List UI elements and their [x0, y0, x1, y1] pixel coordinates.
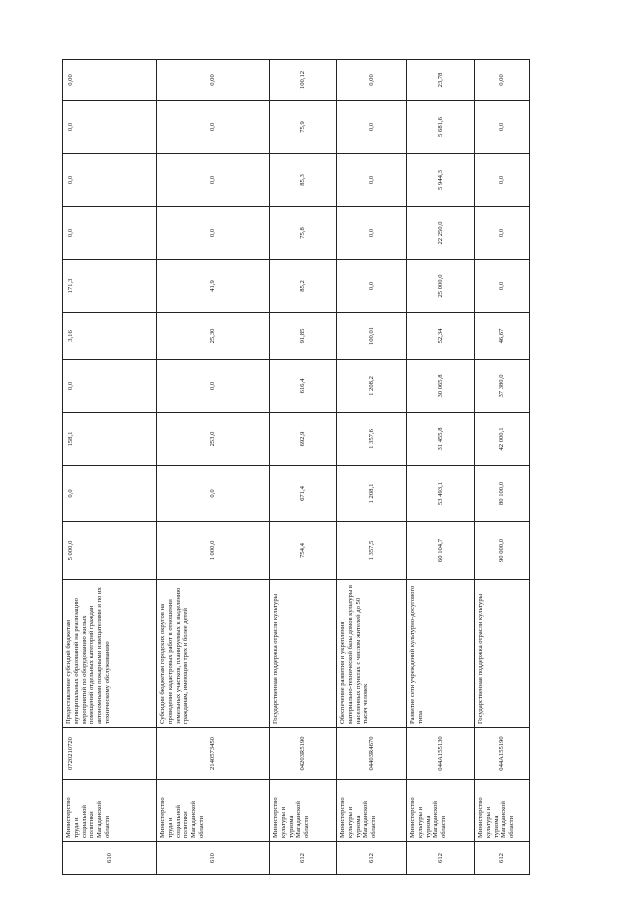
value-cell: 85,2: [270, 260, 337, 313]
value-cell: 0,0: [475, 207, 530, 260]
value-cell: 0,0: [157, 360, 270, 413]
target-code-cell: 04403R4670: [337, 728, 407, 780]
table-body: [63, 60, 530, 875]
agency-code-cell: 612: [407, 842, 475, 875]
value-cell: 0,0: [157, 466, 270, 522]
value-cell: 100,12: [270, 60, 337, 101]
ministry-cell: Министерство культуры и туризма Магаданской области: [270, 780, 337, 842]
description-cell: Развитие сети учреждений культурно-досугового типа: [407, 580, 475, 728]
value-cell: 37 380,0: [475, 360, 530, 413]
value-cell: 0,00: [475, 60, 530, 101]
value-cell: 0,0: [63, 207, 157, 260]
value-cell: 0,0: [337, 154, 407, 207]
value-cell: 91,85: [270, 313, 337, 360]
agency-code-cell: 612: [337, 842, 407, 875]
value-cell: 0,0: [63, 101, 157, 154]
ministry-cell: Министерство культуры и туризма Магаданской области: [337, 780, 407, 842]
description-cell: Государственная поддержка отрасли культуры: [270, 580, 337, 728]
value-cell: 0,00: [157, 60, 270, 101]
value-cell: 754,4: [270, 522, 337, 580]
value-cell: 0,0: [63, 154, 157, 207]
table-row: [157, 60, 270, 875]
value-cell: 158,1: [63, 413, 157, 466]
value-cell: 0,0: [63, 360, 157, 413]
target-code-cell: 0720210720: [63, 728, 157, 780]
target-code-cell: 04203R5190: [270, 728, 337, 780]
value-cell: 0,0: [475, 154, 530, 207]
value-cell: 0,0: [337, 101, 407, 154]
value-cell: 100,01: [337, 313, 407, 360]
ministry-cell: Министерство труда и социальной политики Магаданской области: [63, 780, 157, 842]
value-cell: 1 357,6: [337, 413, 407, 466]
value-cell: 253,0: [157, 413, 270, 466]
value-cell: 42 000,1: [475, 413, 530, 466]
value-cell: 0,0: [337, 207, 407, 260]
agency-code-cell: 610: [157, 842, 270, 875]
value-cell: 1 208,1: [337, 466, 407, 522]
table-row: [407, 60, 475, 875]
value-cell: 5 681,6: [407, 101, 475, 154]
ministry-cell: Министерство культуры и туризма Магаданской области: [475, 780, 530, 842]
value-cell: 0,0: [63, 466, 157, 522]
value-cell: 80 100,0: [475, 466, 530, 522]
description-cell: Государственная поддержка отрасли культуры: [475, 580, 530, 728]
description-cell: Обеспечение развития и укрепления материально-технической базы домов культуры в населенных пунктах с числом жителей до 50 тысяч человек: [337, 580, 407, 728]
value-cell: 0,0: [475, 260, 530, 313]
value-cell: 85,3: [270, 154, 337, 207]
table-row: [475, 60, 530, 875]
table-row: [63, 60, 157, 875]
ministry-cell: Министерство труда и социальной политики Магаданской области: [157, 780, 270, 842]
value-cell: 60 104,7: [407, 522, 475, 580]
value-cell: 5 000,0: [63, 522, 157, 580]
value-cell: 1 208,2: [337, 360, 407, 413]
value-cell: 0,0: [475, 101, 530, 154]
value-cell: 31 455,8: [407, 413, 475, 466]
agency-code-cell: 612: [270, 842, 337, 875]
value-cell: 22 250,0: [407, 207, 475, 260]
description-cell: Субсидии бюджетам городских округов на проведение кадастровых работ в отношении земельных участков, планируемых к выделению гражданам, имеющим трех и более детей: [157, 580, 270, 728]
value-cell: 52,34: [407, 313, 475, 360]
description-cell: Предоставление субсидий бюджетам муниципальных образований на реализацию мероприятий по оборудованию жилых помещений отдельных категорий граждан автономными пожарными извещателями и по их техническому обслуживанию: [63, 580, 157, 728]
value-cell: 25,30: [157, 313, 270, 360]
value-cell: 671,4: [270, 466, 337, 522]
value-cell: 0,0: [337, 260, 407, 313]
agency-code-cell: 610: [63, 842, 157, 875]
target-code-cell: 044A155130: [407, 728, 475, 780]
value-cell: 0,0: [157, 154, 270, 207]
value-cell: 171,3: [63, 260, 157, 313]
value-cell: 0,00: [63, 60, 157, 101]
table-row: [337, 60, 407, 875]
value-cell: 23,78: [407, 60, 475, 101]
target-code-cell: 044A155190: [475, 728, 530, 780]
value-cell: 692,9: [270, 413, 337, 466]
value-cell: 46,67: [475, 313, 530, 360]
ministry-cell: Министерство культуры и туризма Магаданской области: [407, 780, 475, 842]
value-cell: 90 000,0: [475, 522, 530, 580]
rotated-table-container: [62, 60, 529, 875]
value-cell: 616,4: [270, 360, 337, 413]
agency-code-cell: 612: [475, 842, 530, 875]
value-cell: 1 000,0: [157, 522, 270, 580]
value-cell: 0,00: [337, 60, 407, 101]
value-cell: 0,0: [157, 101, 270, 154]
value-cell: 41,9: [157, 260, 270, 313]
value-cell: 75,9: [270, 101, 337, 154]
value-cell: 75,8: [270, 207, 337, 260]
value-cell: 30 065,8: [407, 360, 475, 413]
budget-table: [62, 59, 530, 875]
table-row: [270, 60, 337, 875]
value-cell: 25 000,0: [407, 260, 475, 313]
value-cell: 53 493,1: [407, 466, 475, 522]
target-code-cell: 2140573450: [157, 728, 270, 780]
value-cell: 1 357,5: [337, 522, 407, 580]
value-cell: 3,16: [63, 313, 157, 360]
value-cell: 5 944,3: [407, 154, 475, 207]
value-cell: 0,0: [157, 207, 270, 260]
